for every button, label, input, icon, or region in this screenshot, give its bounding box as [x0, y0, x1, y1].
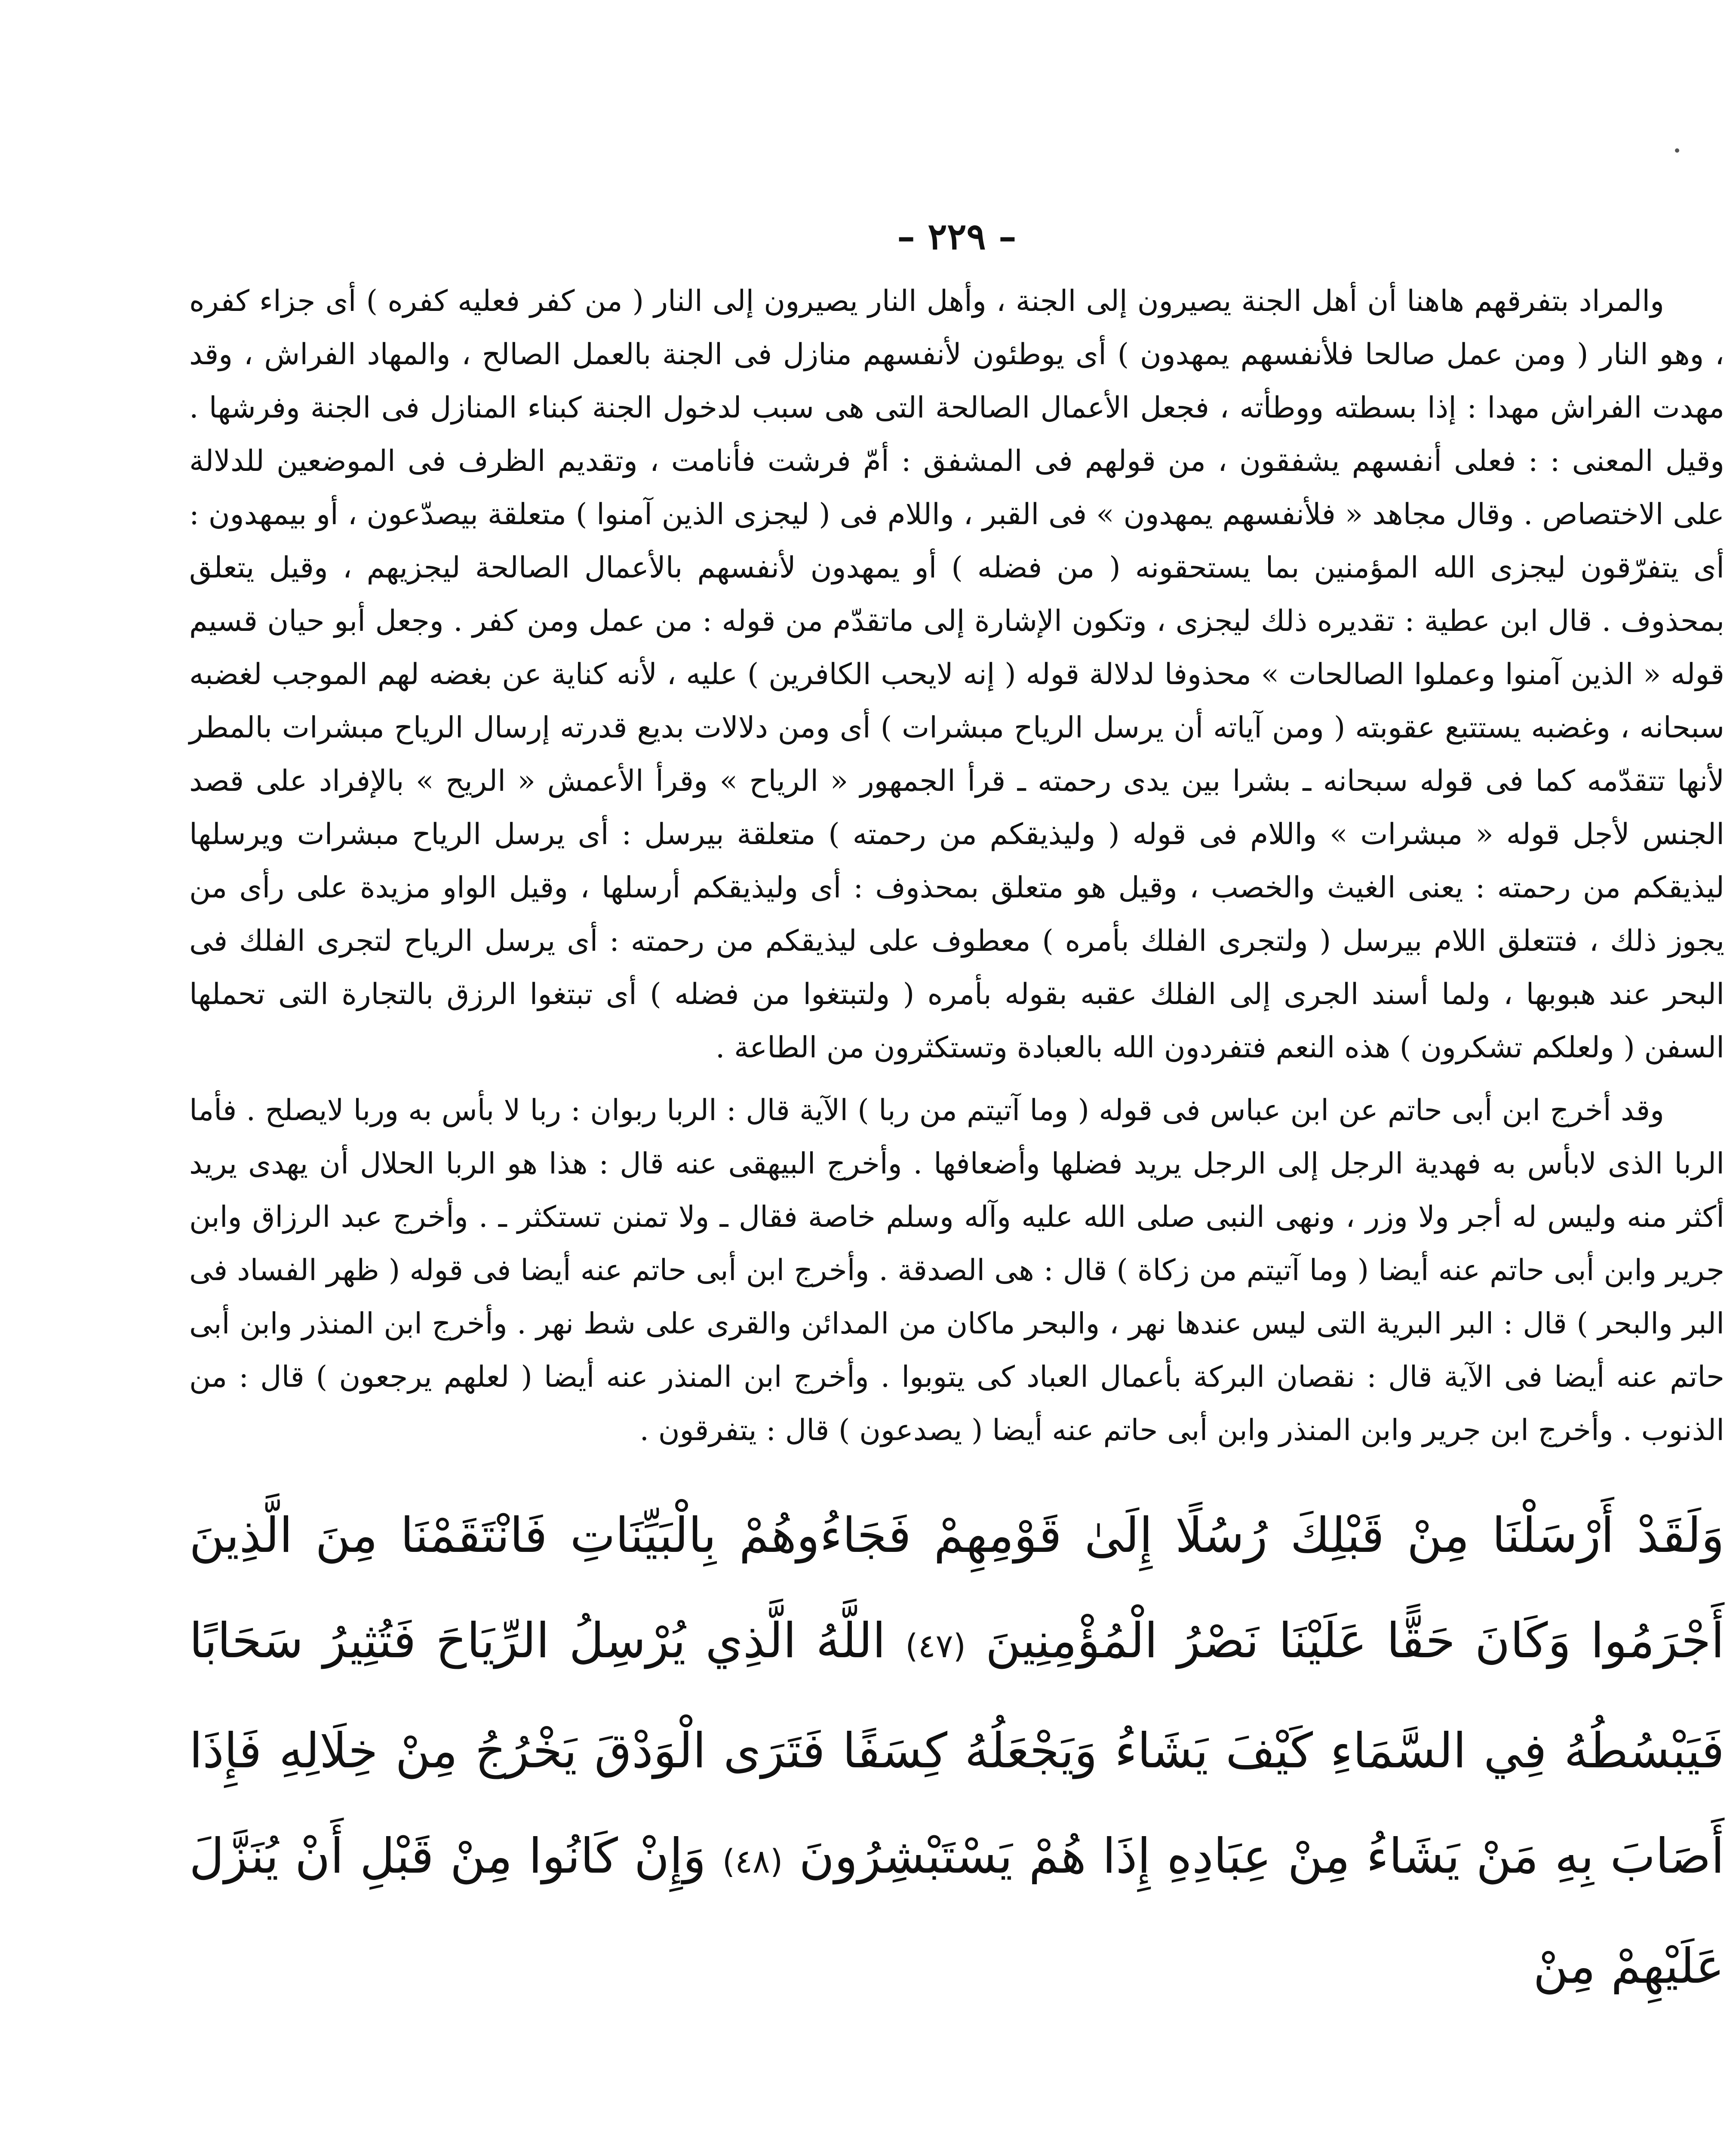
verse-text: وَلَقَدْ أَرْسَلْنَا مِنْ قَبْلِكَ رُسُلًا إِلَىٰ قَوْمِهِمْ فَجَاءُوهُمْ بِالْبَيِّنَاتِ فَانْتَقَمْنَا مِنَ الَّذِينَ أَجْرَمُوا وَكَانَ حَقًّا عَلَيْنَا نَصْرُ الْمُؤْمِنِينَ	[189, 1508, 1725, 1669]
quran-verse-block	[189, 1483, 1724, 2019]
margin-dot	[1675, 148, 1679, 153]
verse-text: اللَّهُ الَّذِي يُرْسِلُ الرِّيَاحَ فَتُثِيرُ سَحَابًا فَيَبْسُطُهُ فِي السَّمَاءِ كَيْفَ يَشَاءُ وَيَجْعَلُهُ كِسَفًا فَتَرَى الْوَدْقَ يَخْرُجُ مِنْ خِلَالِهِ فَإِذَا أَصَابَ بِهِ مَنْ يَشَاءُ مِنْ عِبَادِهِ إِذَا هُمْ يَسْتَبْشِرُونَ	[189, 1613, 1725, 1884]
narrations-paragraph: وقد أخرج ابن أبى حاتم عن ابن عباس فى قوله ( وما آتيتم من ربا ) الآية قال : الربا ربوان : ربا لا بأس به وربا لايصلح . فأما الربا الذى لابأس به فهدية الرجل إلى الرجل يريد فضلها وأضعافها . وأخرج البيهقى عنه قال : هذا هو الربا الحلال أن يهدى يريد أكثر منه وليس له أجر ولا وزر ، ونهى النبى صلى الله عليه وآله وسلم خاصة فقال ـ ولا تمنن تستكثر ـ . وأخرج عبد الرزاق وابن جرير وابن أبى حاتم عنه أيضا ( وما آتيتم من زكاة ) قال : هى الصدقة . وأخرج ابن أبى حاتم عنه أيضا فى قوله ( ظهر الفساد فى البر والبحر ) قال : البر البرية التى ليس عندها نهر ، والبحر ماكان من المدائن والقرى على شط نهر . وأخرج ابن المنذر وابن أبى حاتم عنه أيضا فى الآية قال : نقصان البركة بأعمال العباد كى يتوبوا . وأخرج ابن المنذر عنه أيضا ( لعلهم يرجعون ) قال : من الذنوب . وأخرج ابن جرير وابن المنذر وابن أبى حاتم عنه أيضا ( يصدعون ) قال : يتفرقون .	[189, 1093, 1724, 1447]
verse-number-47: (٤٧)	[905, 1627, 966, 1665]
book-page	[189, 215, 1724, 2150]
commentary-paragraph: والمراد بتفرقهم هاهنا أن أهل الجنة يصيرون إلى الجنة ، وأهل النار يصيرون إلى النار ( من كفر فعليه كفره ) أى جزاء كفره ، وهو النار ( ومن عمل صالحا فلأنفسهم يمهدون ) أى يوطئون لأنفسهم منازل فى الجنة بالعمل الصالح ، والمهاد الفراش ، وقد مهدت الفراش مهدا : إذا بسطته ووطأته ، فجعل الأعمال الصالحة التى هى سبب لدخول الجنة كبناء المنازل فى الجنة وفرشها . وقيل المعنى : : فعلى أنفسهم يشفقون ، من قولهم فى المشفق : أمّ فرشت فأنامت ، وتقديم الظرف فى الموضعين للدلالة على الاختصاص . وقال مجاهد « فلأنفسهم يمهدون » فى القبر ، واللام فى ( ليجزى الذين آمنوا ) متعلقة بيصدّعون ، أو بيمهدون : أى يتفرّقون ليجزى الله المؤمنين بما يستحقونه ( من فضله ) أو يمهدون لأنفسهم بالأعمال الصالحة ليجزيهم ، وقيل يتعلق بمحذوف . قال ابن عطية : تقديره ذلك ليجزى ، وتكون الإشارة إلى ماتقدّم من قوله : من عمل ومن كفر . وجعل أبو حيان قسيم قوله « الذين آمنوا وعملوا الصالحات » محذوفا لدلالة قوله ( إنه لايحب الكافرين ) عليه ، لأنه كناية عن بغضه لهم الموجب لغضبه سبحانه ، وغضبه يستتبع عقوبته ( ومن آياته أن يرسل الرياح مبشرات ) أى ومن دلالات بديع قدرته إرسال الرياح مبشرات بالمطر لأنها تتقدّمه كما فى قوله سبحانه ـ بشرا بين يدى رحمته ـ قرأ الجمهور « الرياح » وقرأ الأعمش « الريح » بالإفراد على قصد الجنس لأجل قوله « مبشرات » واللام فى قوله ( وليذيقكم من رحمته ) متعلقة بيرسل : أى يرسل الرياح مبشرات ويرسلها ليذيقكم من رحمته : يعنى الغيث والخصب ، وقيل هو متعلق بمحذوف : أى وليذيقكم أرسلها ، وقيل الواو مزيدة على رأى من يجوز ذلك ، فتتعلق اللام بيرسل ( ولتجرى الفلك بأمره ) معطوف على ليذيقكم من رحمته : أى يرسل الرياح لتجرى الفلك فى البحر عند هبوبها ، ولما أسند الجرى إلى الفلك عقبه بقوله بأمره ( ولتبتغوا من فضله ) أى تبتغوا الرزق بالتجارة التى تحملها السفن ( ولعلكم تشكرون ) هذه النعم فتفردون الله بالعبادة وتستكثرون من الطاعة .	[189, 284, 1725, 1065]
page-number: – ٢٢٩ –	[897, 215, 1017, 258]
verse-number-48: (٤٨)	[722, 1842, 783, 1880]
verse-text: وَإِنْ كَانُوا مِنْ قَبْلِ أَنْ يُنَزَّلَ عَلَيْهِمْ مِنْ	[189, 1828, 1724, 1994]
